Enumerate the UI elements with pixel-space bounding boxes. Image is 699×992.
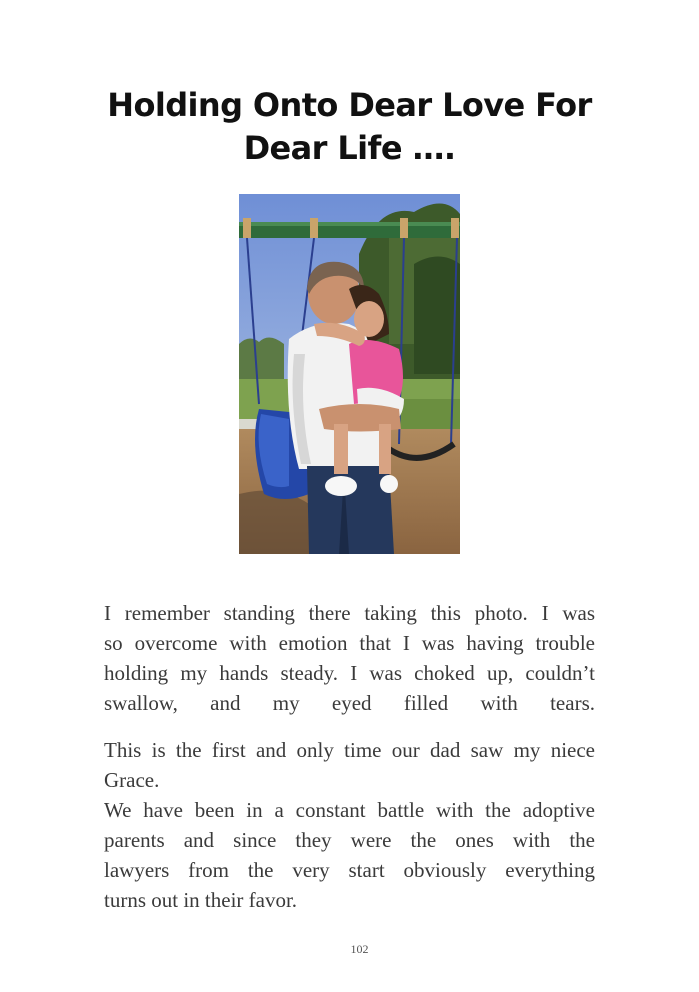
paragraph xyxy=(104,598,595,718)
title-line: Dear Life …. xyxy=(243,129,456,167)
paragraph xyxy=(104,795,595,915)
text-line: turns out in their favor. xyxy=(104,888,298,912)
body-text xyxy=(104,598,595,915)
page-title xyxy=(60,84,639,170)
text-line: lawyers from the very start obviously everything xyxy=(104,858,595,882)
text-line: This is the first and only time our dad saw my niece xyxy=(104,738,595,762)
text-line: parents and since they were the ones with the xyxy=(104,828,595,852)
text-line: We have been in a constant battle with the adoptive xyxy=(104,798,595,822)
paragraph xyxy=(104,735,595,795)
photo-man-hugging-child-at-swings xyxy=(239,194,460,554)
text-line: swallow, and my eyed filled with tears. xyxy=(104,691,595,715)
text-line: Grace. xyxy=(104,768,160,792)
page-number: 102 xyxy=(350,942,369,956)
text-line: holding my hands steady. I was choked up, couldn’t xyxy=(104,661,595,685)
title-line: Holding Onto Dear Love For xyxy=(107,86,592,124)
text-line: I remember standing there taking this photo. I was xyxy=(104,601,595,625)
text-line: so overcome with emotion that I was having trouble xyxy=(104,631,595,655)
